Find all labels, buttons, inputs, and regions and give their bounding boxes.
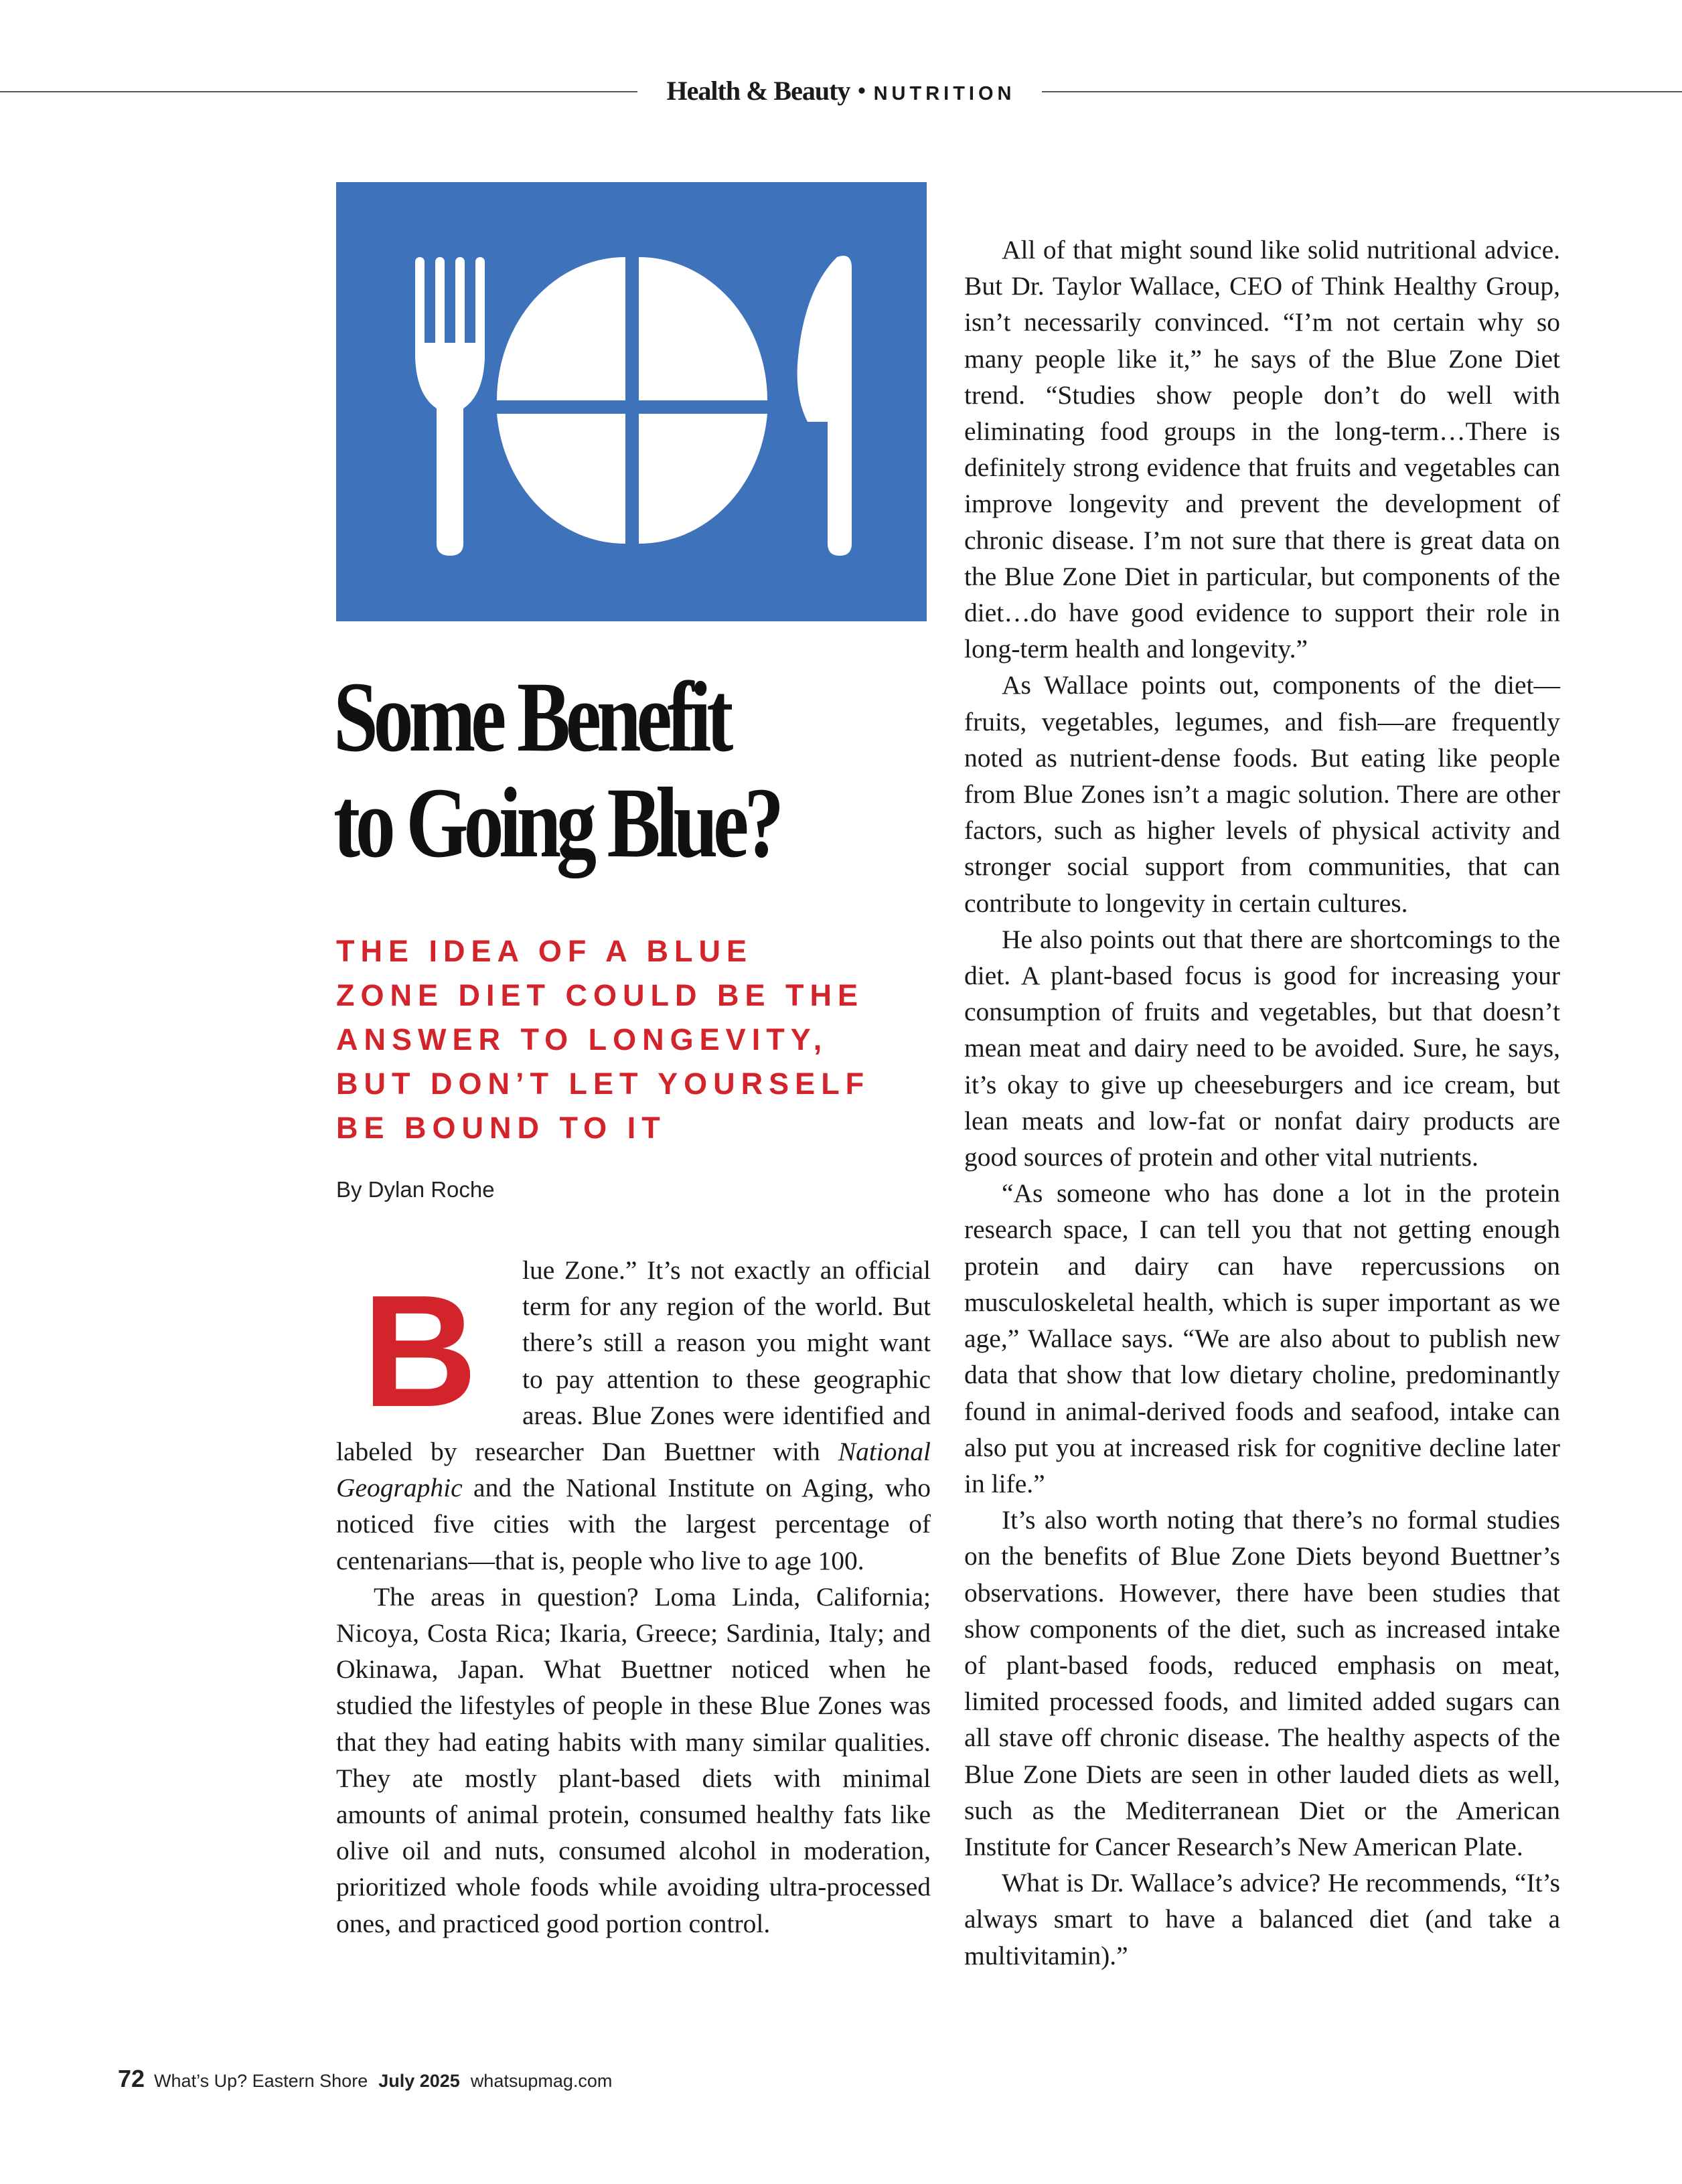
deck-line-5: BE BOUND TO IT <box>336 1111 666 1145</box>
body-column-right <box>964 232 1560 1974</box>
paragraph-6: “As someone who has done a lot in the protein research space, I can tell you that not getting enough protein and dairy can have repercussions on musculoskeletal health, which is super important as we age,” Wallace says. “We are also about to publish new data that show that low dietary choline, predominantly found in animal-derived foods and seafood, intake can also put you at increased risk for cognitive decline later in life.” <box>964 1178 1560 1498</box>
deck <box>336 929 939 1150</box>
paragraph-1 <box>336 1252 931 1579</box>
header-rule-right <box>1042 91 1682 92</box>
paragraph-3: All of that might sound like solid nutritional advice. But Dr. Taylor Wallace, CEO of Think Healthy Group, isn’t necessarily convinced. “I’m not certain why so many people like it,” he says of the Blue Zone Diet trend. “Studies show people don’t do well with eliminating food groups in the long-term…There is definitely strong evidence that fruits and vegetables can improve longevity and prevent the development of chronic disease. I’m not sure that there is great data on the Blue Zone Diet in particular, but components of the diet…do have good evidence to support their role in long-term health and longevity.” <box>964 235 1560 664</box>
hero-illustration <box>336 182 927 621</box>
paragraph-7: It’s also worth noting that there’s no formal studies on the benefits of Blue Zone Diets beyond Buettner’s observations. However, there have been studies that show components of the diet, such as increased intake of plant-based foods, reduced emphasis on meat, limited processed foods, and limited added sugars can all stave off chronic disease. The healthy aspects of the Blue Zone Diets are seen in other lauded diets as well, such as the Mediterranean Diet or the American Institute for Cancer Research’s New American Plate. <box>964 1505 1560 1861</box>
page-number: 72 <box>118 2065 145 2092</box>
body-column-left <box>336 1252 931 1942</box>
paragraph-8: What is Dr. Wallace’s advice? He recommends, “It’s always smart to have a balanced diet (and take a multivitamin).” <box>964 1868 1560 1970</box>
paragraph-4: As Wallace points out, components of the diet—fruits, vegetables, legumes, and fish—are frequently noted as nutrient-dense foods. But eating like people from Blue Zones isn’t a magic solution. There are other factors, such as higher levels of physical activity and stronger social support from communities, that can contribute to longevity in certain cultures. <box>964 670 1560 918</box>
plate-icon <box>497 257 767 544</box>
page-header <box>0 75 1682 106</box>
paragraph-1-text-a: lue Zone.” It’s not exactly an official term for any region of the world. But there’s still a reason you might want to pay attention to these geographic areas. Blue Zones were identified and labeled by researcher Dan Buettner with <box>336 1255 931 1467</box>
headline-line-1: Some Benefit <box>333 661 729 773</box>
deck-line-1: THE IDEA OF A BLUE <box>336 934 753 968</box>
header-separator: • <box>858 78 866 102</box>
knife-icon <box>797 256 852 556</box>
website: whatsupmag.com <box>470 2071 613 2091</box>
headline <box>333 661 816 878</box>
page-footer <box>118 2065 612 2093</box>
header-topic: NUTRITION <box>873 83 1016 104</box>
header-section: Health & Beauty <box>666 76 850 106</box>
paragraph-5: He also points out that there are shortcomings to the diet. A plant-based focus is good for increasing your consumption of fruits and vegetables, but that doesn’t mean meat and dairy need to be avoided. Sure, he says, it’s okay to give up cheeseburgers and ice cream, but lean meats and low-fat or nonfat dairy products are good sources of protein and other vital nutrients. <box>964 924 1560 1172</box>
drop-cap: B <box>362 1263 477 1440</box>
hero-svg <box>336 182 927 621</box>
deck-line-3: ANSWER TO LONGEVITY, <box>336 1022 828 1057</box>
deck-line-4: BUT DON’T LET YOURSELF <box>336 1067 870 1101</box>
deck-line-2: ZONE DIET COULD BE THE <box>336 978 864 1012</box>
paragraph-1-text-b: and the National Institute on Aging, who noticed five cities with the largest percentage of centenarians—that is, people who live to age 100. <box>336 1473 931 1575</box>
paragraph-2: The areas in question? Loma Linda, California; Nicoya, Costa Rica; Ikaria, Greece; Sardinia, Italy; and Okinawa, Japan. What Buettner noticed when he studied the lifestyles of people in these Blue Zones was that they had eating habits with many similar qualities. They ate mostly plant-based diets with minimal amounts of animal protein, consumed healthy fats like olive oil and nuts, consumed alcohol in moderation, prioritized whole foods while avoiding ultra-processed ones, and practiced good portion control. <box>336 1581 931 1938</box>
byline: By Dylan Roche <box>336 1177 495 1202</box>
publication-title: What’s Up? Eastern Shore <box>154 2071 368 2091</box>
fork-icon <box>415 257 485 556</box>
publication-name: National Geographic <box>336 1437 931 1503</box>
issue-date: July 2025 <box>378 2071 460 2091</box>
headline-line-2: to Going Blue? <box>333 767 779 878</box>
